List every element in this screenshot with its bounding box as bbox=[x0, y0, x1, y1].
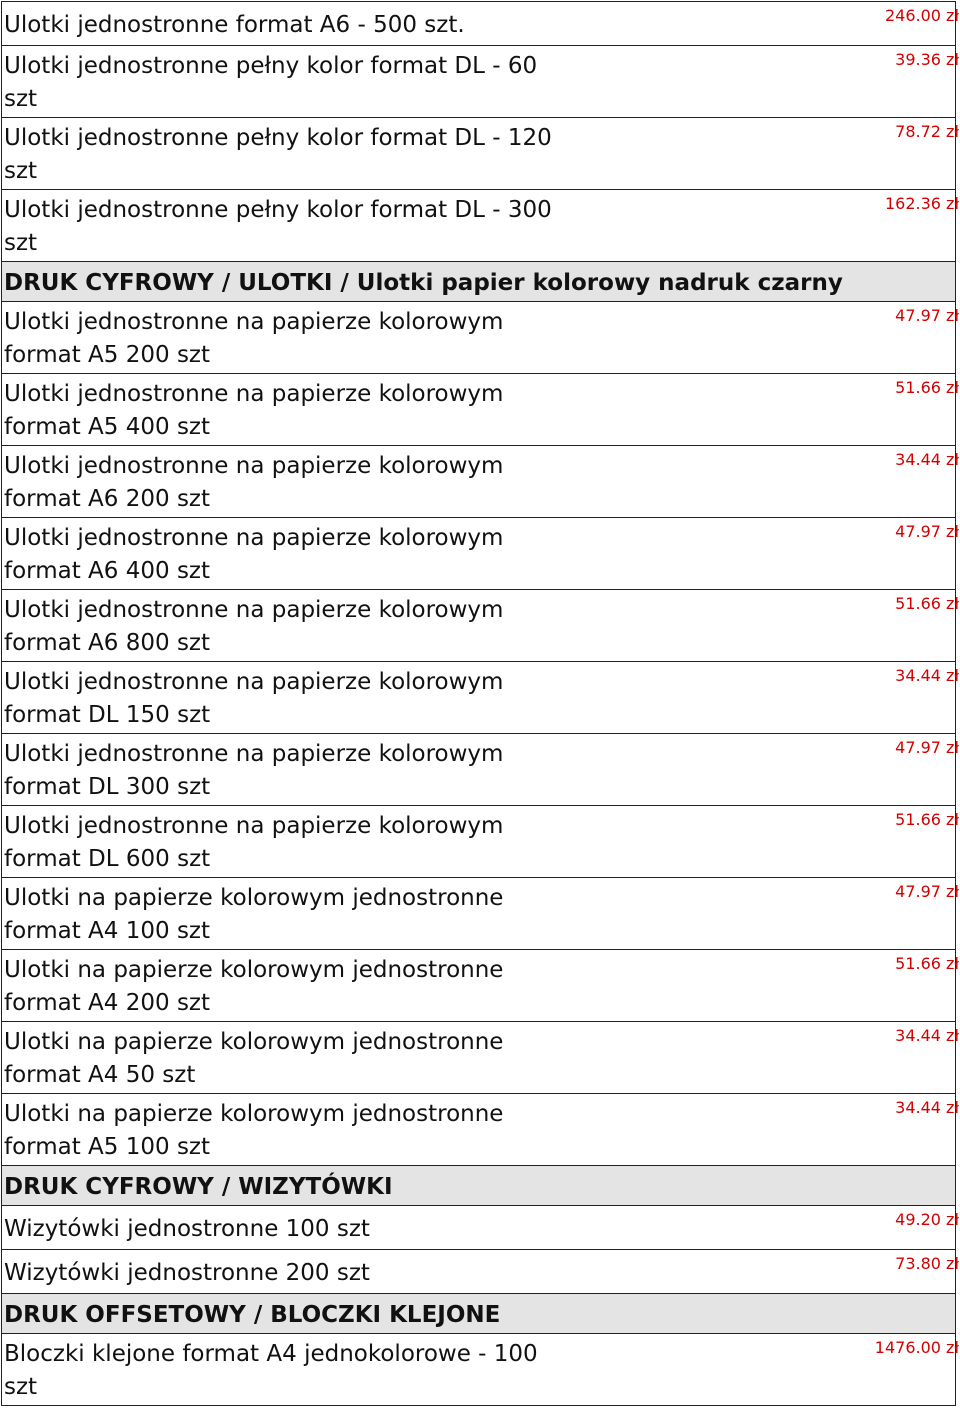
section-header-row bbox=[2, 262, 956, 302]
product-name: Ulotki na papierze kolorowym jednostronne format A4 50 szt bbox=[2, 1022, 564, 1094]
product-price: 51.66 zł bbox=[895, 954, 959, 973]
product-price-cell bbox=[564, 878, 959, 950]
price-row bbox=[2, 878, 956, 950]
product-name: Ulotki jednostronne pełny kolor format DL - 60 szt bbox=[2, 46, 564, 118]
price-row bbox=[2, 118, 956, 190]
product-name: Ulotki jednostronne na papierze kolorowym format DL 150 szt bbox=[2, 662, 564, 734]
product-price-cell bbox=[564, 190, 959, 262]
product-price: 34.44 zł bbox=[895, 450, 959, 469]
price-row bbox=[2, 374, 956, 446]
price-row bbox=[2, 662, 956, 734]
price-row bbox=[2, 1250, 956, 1294]
price-row bbox=[2, 518, 956, 590]
product-name: Ulotki jednostronne na papierze kolorowym format DL 300 szt bbox=[2, 734, 564, 806]
product-price-cell bbox=[564, 1334, 959, 1406]
product-name: Wizytówki jednostronne 100 szt bbox=[2, 1206, 564, 1250]
product-price: 34.44 zł bbox=[895, 666, 959, 685]
product-name: Ulotki jednostronne na papierze kolorowym format A5 400 szt bbox=[2, 374, 564, 446]
price-list-table bbox=[1, 1, 959, 1406]
product-price: 47.97 zł bbox=[895, 738, 959, 757]
product-price-cell bbox=[564, 518, 959, 590]
section-header-row bbox=[2, 1166, 956, 1206]
price-row bbox=[2, 190, 956, 262]
product-price: 47.97 zł bbox=[895, 306, 959, 325]
price-row bbox=[2, 2, 956, 46]
product-price-cell bbox=[564, 806, 959, 878]
product-price: 51.66 zł bbox=[895, 378, 959, 397]
product-price-cell bbox=[564, 2, 959, 46]
product-name: Ulotki jednostronne na papierze kolorowym format A5 200 szt bbox=[2, 302, 564, 374]
product-price-cell bbox=[564, 302, 959, 374]
product-price: 39.36 zł bbox=[895, 50, 959, 69]
product-name: Ulotki na papierze kolorowym jednostronne format A4 200 szt bbox=[2, 950, 564, 1022]
section-title: DRUK CYFROWY / ULOTKI / Ulotki papier kolorowy nadruk czarny bbox=[2, 262, 956, 302]
product-price-cell bbox=[564, 734, 959, 806]
price-row bbox=[2, 1334, 956, 1406]
product-name: Ulotki jednostronne na papierze kolorowym format DL 600 szt bbox=[2, 806, 564, 878]
product-price-cell bbox=[564, 1206, 959, 1250]
product-price: 49.20 zł bbox=[895, 1210, 959, 1229]
product-price: 246.00 zł bbox=[884, 6, 959, 25]
product-price: 47.97 zł bbox=[895, 522, 959, 541]
product-name: Ulotki na papierze kolorowym jednostronne format A5 100 szt bbox=[2, 1094, 564, 1166]
section-title: DRUK CYFROWY / WIZYTÓWKI bbox=[2, 1166, 956, 1206]
price-row bbox=[2, 46, 956, 118]
product-price: 47.97 zł bbox=[895, 882, 959, 901]
product-price: 78.72 zł bbox=[895, 122, 959, 141]
section-title: DRUK OFFSETOWY / BLOCZKI KLEJONE bbox=[2, 1294, 956, 1334]
product-price: 51.66 zł bbox=[895, 810, 959, 829]
product-price-cell bbox=[564, 950, 959, 1022]
product-price-cell bbox=[564, 1022, 959, 1094]
product-name: Ulotki jednostronne na papierze kolorowym format A6 400 szt bbox=[2, 518, 564, 590]
product-name: Ulotki jednostronne pełny kolor format DL - 300 szt bbox=[2, 190, 564, 262]
price-row bbox=[2, 446, 956, 518]
price-row bbox=[2, 806, 956, 878]
product-price-cell bbox=[564, 118, 959, 190]
price-row bbox=[2, 1022, 956, 1094]
price-row bbox=[2, 302, 956, 374]
product-price: 73.80 zł bbox=[895, 1254, 959, 1273]
product-name: Ulotki jednostronne pełny kolor format DL - 120 szt bbox=[2, 118, 564, 190]
product-price-cell bbox=[564, 446, 959, 518]
price-row bbox=[2, 590, 956, 662]
price-list-body bbox=[2, 2, 959, 1406]
product-price-cell bbox=[564, 1094, 959, 1166]
price-row bbox=[2, 1094, 956, 1166]
product-price: 34.44 zł bbox=[895, 1098, 959, 1117]
product-price-cell bbox=[564, 374, 959, 446]
product-name: Ulotki jednostronne format A6 - 500 szt. bbox=[2, 2, 564, 46]
section-header-row bbox=[2, 1294, 956, 1334]
product-price-cell bbox=[564, 1250, 959, 1294]
product-price-cell bbox=[564, 662, 959, 734]
product-price-cell bbox=[564, 590, 959, 662]
product-price: 34.44 zł bbox=[895, 1026, 959, 1045]
product-name: Ulotki jednostronne na papierze kolorowym format A6 800 szt bbox=[2, 590, 564, 662]
product-name: Wizytówki jednostronne 200 szt bbox=[2, 1250, 564, 1294]
product-name: Ulotki na papierze kolorowym jednostronne format A4 100 szt bbox=[2, 878, 564, 950]
product-name: Bloczki klejone format A4 jednokolorowe - 100 szt bbox=[2, 1334, 564, 1406]
product-name: Ulotki jednostronne na papierze kolorowym format A6 200 szt bbox=[2, 446, 564, 518]
product-price: 1476.00 zł bbox=[874, 1338, 959, 1357]
price-row bbox=[2, 1206, 956, 1250]
product-price-cell bbox=[564, 46, 959, 118]
price-row bbox=[2, 734, 956, 806]
price-row bbox=[2, 950, 956, 1022]
product-price: 51.66 zł bbox=[895, 594, 959, 613]
product-price: 162.36 zł bbox=[884, 194, 959, 213]
